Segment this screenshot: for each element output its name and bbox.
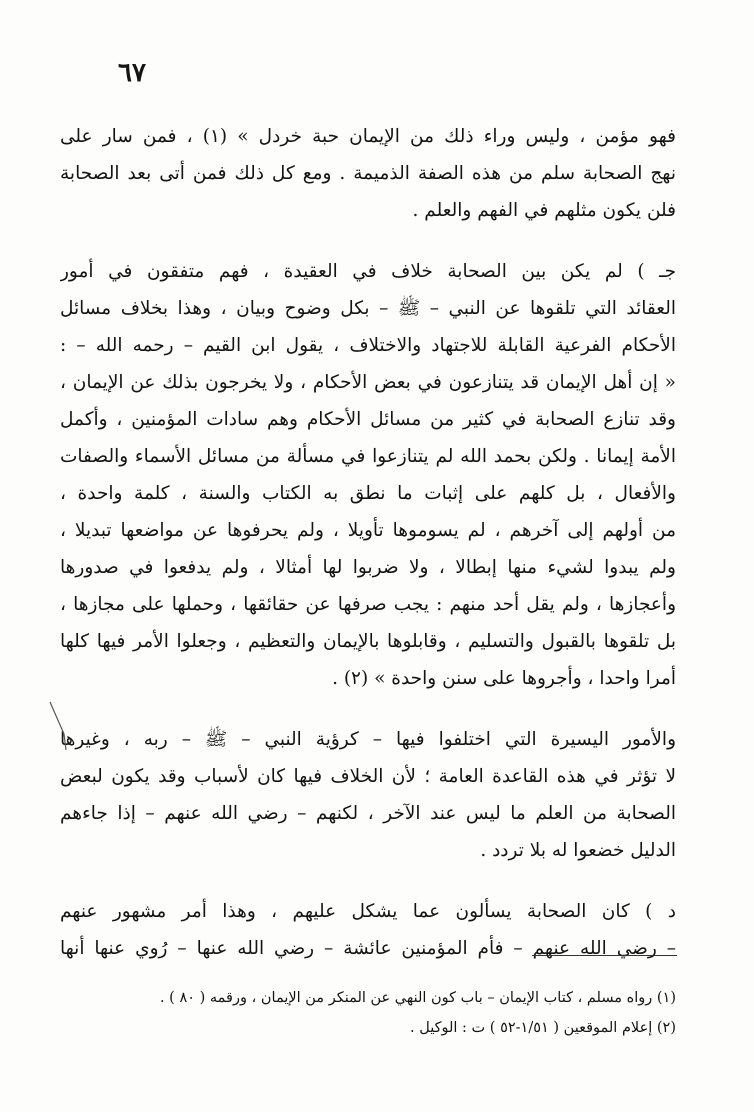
text-line: « إن أهل الإيمان قد يتنازعون في بعض الأحكام ، ولا يخرجون بذلك عن الإيمان ، bbox=[60, 372, 676, 393]
paragraph bbox=[60, 721, 676, 869]
text-line: جـ ) لم يكن بين الصحابة خلاف في العقيدة ، فهم متفقون في أمور bbox=[60, 261, 676, 282]
text-line: الدليل خضعوا له بلا تردد . bbox=[480, 840, 676, 861]
text-line: بل تلقوها بالقبول والتسليم ، وقابلوها بالإيمان والتعظيم ، وجعلوا الأمر فيها كلها bbox=[60, 631, 676, 652]
footnote: (١) رواه مسلم ، كتاب الإيمان – باب كون النهي عن المنكر من الإيمان ، ورقمه ( ٨٠ ) . bbox=[159, 990, 676, 1006]
text-line: العقائد التي تلقوها عن النبي – ﷺ – بكل وضوح وبيان ، وهذا بخلاف مسائل bbox=[60, 298, 676, 319]
text-line: أمرا واحدا ، وأجروها على سنن واحدة » (٢) . bbox=[332, 668, 676, 689]
text-line: والأفعال ، بل كلهم على إثبات ما نطق به الكتاب والسنة ، كلمة واحدة ، bbox=[60, 483, 676, 504]
text-line: الصحابة من العلم ما ليس عند الآخر ، لكنهم – رضي الله عنهم – إذا جاءهم bbox=[60, 803, 676, 824]
text-line: من أولهم إلى آخرهم ، لم يسوموها تأويلا ، ولم يحرفوها عن مواضعها تبديلا ، bbox=[60, 520, 676, 541]
text-line: فلن يكون مثلهم في الفهم والعلم . bbox=[412, 200, 676, 221]
text-line: فهو مؤمن ، وليس وراء ذلك من الإيمان حبة خردل » (١) ، فمن سار على bbox=[60, 126, 676, 147]
paragraph bbox=[60, 118, 676, 229]
text-line: نهج الصحابة سلم من هذه الصفة الذميمة . ومع كل ذلك فمن أتى بعد الصحابة bbox=[60, 163, 676, 184]
text-line: الأمة إيمانا . ولكن بحمد الله لم يتنازعوا في مسألة من مسائل الأسماء والصفات bbox=[60, 446, 676, 467]
text-line: وقد تنازع الصحابة في كثير من مسائل الأحكام وهم سادات المؤمنين ، وأكمل bbox=[60, 409, 676, 430]
body-text bbox=[60, 118, 676, 967]
paragraph-gap bbox=[60, 229, 676, 253]
text-line: ولم يبدوا لشيء منها إبطالا ، ولا ضربوا لها أمثالا ، ولم يدفعوا في صدورها bbox=[60, 557, 676, 578]
text-line: والأمور اليسيرة التي اختلفوا فيها – كرؤية النبي – ﷺ – ربه ، وغيرها bbox=[60, 729, 676, 750]
page-number: ٦٧ bbox=[118, 58, 146, 88]
footnotes bbox=[80, 983, 676, 1043]
paragraph bbox=[60, 253, 676, 697]
text-line: لا تؤثر في هذه القاعدة العامة ؛ لأن الخلاف فيها كان لأسباب وقد يكون لبعض bbox=[60, 766, 676, 787]
paragraph-gap bbox=[60, 869, 676, 893]
text-line: وأعجازها ، ولم يقل أحد منهم : يجب صرفها عن حقائقها ، وحملها على مجازها ، bbox=[60, 594, 676, 615]
margin-pen-mark bbox=[46, 700, 76, 752]
footnote: (٢) إعلام الموقعين ( ١/٥١-٥٢ ) ت : الوكيل . bbox=[410, 1020, 676, 1036]
paragraph-gap bbox=[60, 697, 676, 721]
text-line: د ) كان الصحابة يسألون عما يشكل عليهم ، وهذا أمر مشهور عنهم bbox=[60, 901, 676, 922]
text-line: الأحكام الفرعية القابلة للاجتهاد والاختلاف ، يقول ابن القيم – رحمه الله – : bbox=[60, 335, 676, 356]
footnote-divider bbox=[532, 955, 677, 956]
text-line: – رضي الله عنهم – فأم المؤمنين عائشة – رضي الله عنها – رُوي عنها أنها bbox=[60, 938, 676, 959]
